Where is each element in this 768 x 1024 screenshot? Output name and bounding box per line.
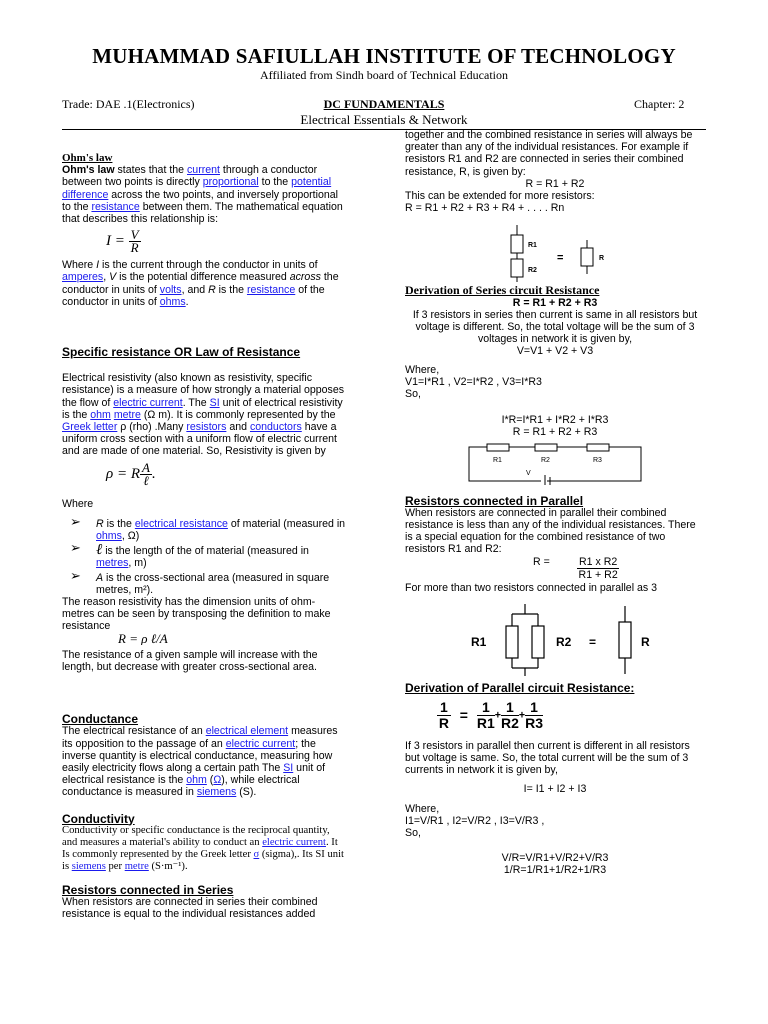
- link-metres[interactable]: metres: [96, 557, 129, 570]
- link-ohm[interactable]: ohm: [90, 408, 111, 421]
- voltage-terms: V1=I*R1 , V2=I*R2 , V3=I*R3: [405, 375, 542, 388]
- resistivity-summary: The resistance of a given sample will increase with the length, but decrease with greater cross-sectional area.: [62, 648, 318, 673]
- chapter-label: Chapter: 2: [634, 97, 685, 111]
- so-label-2: So,: [405, 827, 421, 840]
- link-amperes[interactable]: amperes: [62, 271, 104, 284]
- fig-label-r2: R2: [528, 267, 537, 275]
- circuit-label-r1: R1: [493, 456, 502, 464]
- series-step-2: R = R1 + R2 + R3: [512, 426, 598, 439]
- subject-title: DC FUNDAMENTALS: [323, 97, 445, 111]
- fig-label-r1-parallel: R1: [471, 634, 487, 649]
- series-continued: together and the combined resistance in series will always be greater than any of the individual resistances. For example if resistors R1 and R2 are connected in series their combined resistance, R, is given by:: [405, 129, 693, 178]
- voltage-sum: V=V1 + V2 + V3: [516, 345, 594, 358]
- link-sigma[interactable]: σ: [253, 849, 260, 861]
- link-ohm-2[interactable]: ohm: [186, 774, 207, 787]
- ohms-law-where: Where I is the current through the conductor in units of amperes, V is the potential difference measured across the conductor in units of volts, and R is the resistance of the conductor in units of ohms.: [62, 259, 339, 308]
- parallel-heading: Resistors connected in Parallel: [405, 493, 584, 508]
- series-equation-n: R = R1 + R2 + R3 + R4 + . . . . Rn: [405, 202, 565, 215]
- ohms-law-heading: Ohm's law: [62, 152, 113, 164]
- resistivity-equation: ρ = R $\frac{A}{\text{ℓ}}$ .: [106, 459, 156, 488]
- circuit-label-v: V: [526, 469, 531, 477]
- link-metre[interactable]: metre: [113, 408, 141, 421]
- specific-resistance-heading: Specific resistance OR Law of Resistance: [62, 345, 301, 360]
- link-greek-letter[interactable]: Greek letter: [62, 421, 118, 434]
- series-derivation-equation: R = R1 + R2 + R3: [512, 296, 598, 309]
- resistivity-transpose: The reason resistivity has the dimension units of ohm-metres can be seen by transposing the definition to make resistance: [62, 596, 331, 633]
- parallel-step-2: 1/R=1/R1+1/R2+1/R3: [503, 863, 607, 876]
- where-label-2: Where,: [405, 363, 440, 376]
- circuit-label-r3: R3: [593, 456, 602, 464]
- link-electrical-resistance[interactable]: electrical resistance: [134, 517, 228, 530]
- link-resistors[interactable]: resistors: [186, 421, 227, 434]
- list-item: ➢ R is the electrical resistance of material (measured in ohms, Ω): [70, 513, 346, 543]
- parallel-equation: R = $\frac{\text{R1 x R2}}{R1 + R2}$: [533, 555, 618, 581]
- parallel-resistor-figure: [405, 598, 705, 678]
- link-electrical-element[interactable]: electrical element: [205, 725, 289, 738]
- page-title: MUHAMMAD SAFIULLAH INSTITUTE OF TECHNOLOGY: [92, 44, 676, 68]
- fig-label-r2-parallel: R2: [556, 634, 572, 649]
- link-metre-2[interactable]: metre: [124, 861, 149, 873]
- right-column: [405, 129, 705, 876]
- series-heading: Resistors connected in Series: [62, 882, 234, 897]
- link-volts[interactable]: volts: [159, 283, 182, 296]
- resistivity-definition: Electrical resistivity (also known as resistivity, specific resistance) is a measure of how strongly a material opposes the flow of electric current. The SI unit of electrical resistivity is the ohm metre (Ω m). It is commonly represented by the Greek letter ρ (rho) .Many resistors and conductors have a uniform cross section with a uniform flow of electric current and are made of one material. So, Resistivity is given by: [62, 372, 345, 458]
- parallel-derivation-text: If 3 resistors in parallel then current is different in all resistors but voltage is same. So, the total current will be the sum of 3 currents in network it is given by,: [405, 740, 690, 777]
- parallel-step-1: V/R=V/R1+V/R2+V/R3: [501, 851, 609, 864]
- link-ohms[interactable]: ohms: [159, 295, 186, 308]
- so-label: So,: [405, 388, 421, 401]
- fig-equals: =: [557, 252, 564, 265]
- topic-title: Electrical Essentials & Network: [300, 112, 468, 127]
- link-si-2[interactable]: SI: [283, 761, 294, 774]
- series-step-1: I*R=I*R1 + I*R2 + I*R3: [501, 414, 609, 427]
- arrow-bullet-icon: ➢: [70, 540, 81, 556]
- link-electric-current-2[interactable]: electric current: [225, 737, 296, 750]
- link-resistance-2[interactable]: resistance: [246, 283, 296, 296]
- series-circuit-diagram: [405, 443, 705, 485]
- link-electric-current[interactable]: electric current: [113, 396, 183, 409]
- link-ohms-2[interactable]: ohms: [96, 530, 122, 543]
- link-current[interactable]: current: [187, 164, 220, 177]
- series-extend: This can be extended for more resistors:: [405, 190, 595, 203]
- parallel-intro: When resistors are connected in parallel their combined resistance is less than any of the individual resistances. There is a special equation for the combined resistance of two resistors R1 and R2:: [405, 506, 696, 556]
- link-electric-current-3[interactable]: electric current: [262, 836, 326, 848]
- fig-label-r1: R1: [528, 242, 537, 250]
- arrow-bullet-icon: ➢: [70, 513, 81, 529]
- ohms-law-definition: Ohm's law states that the current through a conductor between two points is directly proportional to the potential difference across the two points, and inversely proportional to the resistance between them. The mathematical equation that describes this relationship is:: [62, 164, 343, 226]
- left-column: [62, 152, 346, 920]
- arrow-bullet-icon: ➢: [70, 567, 81, 583]
- conductivity-text: Conductivity or specific conductance is the reciprocal quantity, and measures a material's ability to conduct an electric current. It Is commonly represented by the Greek letter σ (sigma),. Its SI unit is siemens per metre (S·m⁻¹).: [62, 824, 344, 873]
- conductivity-heading: Conductivity: [62, 811, 135, 826]
- list-item: ➢ A is the cross-sectional area (measured in square metres, m²).: [70, 567, 330, 596]
- link-omega[interactable]: Ω: [213, 774, 222, 787]
- trade-label: Trade: DAE .1(Electronics): [62, 97, 195, 111]
- conductance-heading: Conductance: [62, 712, 139, 727]
- series-resistor-figure: [405, 222, 705, 284]
- current-terms: I1=V/R1 , I2=V/R2 , I3=V/R3 ,: [405, 815, 545, 828]
- resistivity-variables: [62, 513, 346, 596]
- circuit-label-r2: R2: [541, 456, 550, 464]
- conductance-text: The electrical resistance of an electrical element measures its opposition to the passage of an electric current; the inverse quantity is electrical conductance, measuring how easily electricity flows along a certain path The SI unit of electrical resistance is the ohm (Ω), while electrical conductance is measured in siemens (S).: [62, 725, 338, 799]
- list-item: ➢ ℓ is the length of the of material (measured in metres, m): [70, 540, 309, 570]
- parallel-more: For more than two resistors connected in parallel as 3: [405, 581, 658, 594]
- series-derivation-heading: Derivation of Series circuit Resistance: [405, 283, 600, 298]
- link-si[interactable]: SI: [209, 396, 220, 409]
- affiliation: Affiliated from Sindh board of Technical Education: [260, 68, 508, 82]
- fig-label-r: R: [599, 255, 605, 263]
- link-potential-difference[interactable]: potential difference: [62, 176, 332, 201]
- parallel-reciprocal-equation: $\frac{1}{R}$ = $\frac{1}{R1}$ + $\frac{1}{R2}$ + $\frac{1}{R3}$: [438, 699, 543, 732]
- link-conductors[interactable]: conductors: [249, 421, 302, 434]
- link-resistance[interactable]: resistance: [91, 200, 140, 213]
- series-derivation-text: If 3 resistors in series then current is same in all resistors but voltage is different. So, the total voltage will be the sum of 3 voltages in network it is given by,: [412, 308, 698, 346]
- series-equation: R = R1 + R2: [525, 177, 585, 190]
- link-siemens-2[interactable]: siemens: [71, 861, 106, 873]
- link-proportional[interactable]: proportional: [202, 176, 259, 189]
- ohms-law-equation: I = $\frac{V}{R}$: [106, 227, 139, 256]
- fig-equals-parallel: =: [589, 634, 597, 649]
- series-intro: When resistors are connected in series their combined resistance is equal to the individual resistances added: [62, 895, 318, 920]
- fig-label-r-parallel: R: [641, 634, 650, 649]
- parallel-derivation-heading: Derivation of Parallel circuit Resistance:: [405, 680, 635, 695]
- where-label: Where: [62, 497, 94, 510]
- resistance-equation: R = ρ ℓ/A: [118, 632, 168, 645]
- where-label-3: Where,: [405, 802, 440, 815]
- current-sum: I= I1 + I2 + I3: [523, 782, 587, 795]
- link-siemens[interactable]: siemens: [196, 786, 237, 799]
